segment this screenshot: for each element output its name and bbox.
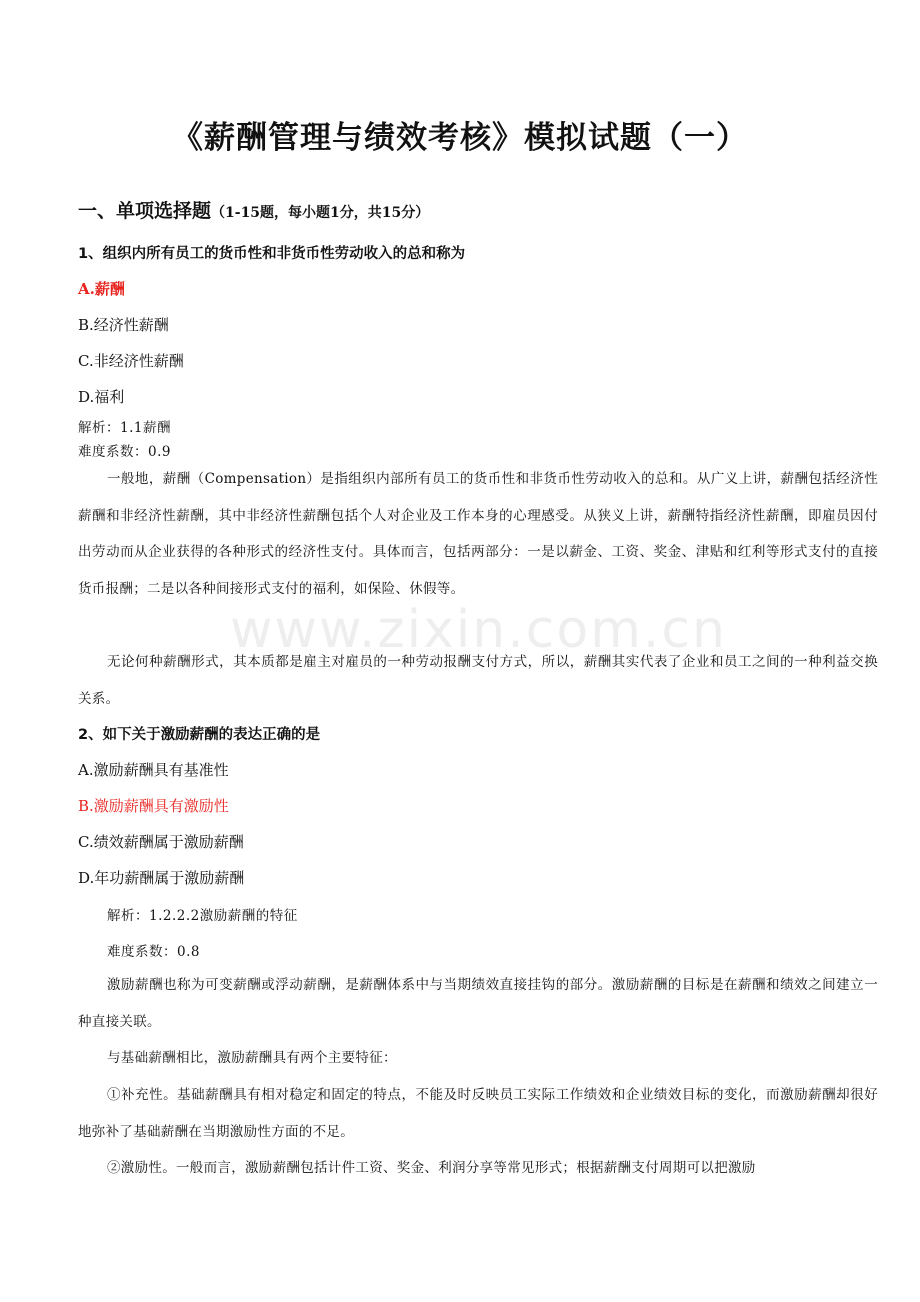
question-2-stem: 2、如下关于激励薪酬的表达正确的是 <box>78 727 321 743</box>
question-2-difficulty: 难度系数：0.8 <box>107 944 200 960</box>
question-1-explanation-para-2: 无论何种薪酬形式，其本质都是雇主对雇员的一种劳动报酬支付方式，所以，薪酬其实代表了企业和员工之间的一种利益交换关系。 <box>78 654 878 707</box>
question-2-explanation-para-1: 激励薪酬也称为可变薪酬或浮动薪酬，是薪酬体系中与当期绩效直接挂钩的部分。激励薪酬的目标是在薪酬和绩效之间建立一种直接关联。 <box>78 977 878 1030</box>
section-heading <box>78 196 429 223</box>
question-2-analysis: 解析：1.2.2.2激励薪酬的特征 <box>107 908 298 924</box>
question-1-option-a: A.薪酬 <box>78 280 125 298</box>
question-1-explanation-para-1: 一般地，薪酬（Compensation）是指组织内部所有员工的货币性和非货币性劳动收入的总和。从广义上讲，薪酬包括经济性薪酬和非经济性薪酬，其中非经济性薪酬包括个人对企业及工作本身的心理感受。从狭义上讲，薪酬特指经济性薪酬，即雇员因付出劳动而从企业获得的各种形式的经济性支付。具体而言，包括两部分：一是以薪金、工资、奖金、津贴和红利等形式支付的直接货币报酬；二是以各种间接形式支付的福利，如保险、休假等。 <box>78 471 878 597</box>
section-note: （1-15题，每小题1分，共15分） <box>211 205 430 221</box>
question-1-difficulty: 难度系数：0.9 <box>78 444 171 460</box>
watermark: www.zixin.com.cn <box>230 600 727 660</box>
question-2-explanation-para-4: ②激励性。一般而言，激励薪酬包括计件工资、奖金、利润分享等常见形式；根据薪酬支付周期可以把激励 <box>107 1160 756 1176</box>
page-title: 《薪酬管理与绩效考核》模拟试题（一） <box>172 120 748 156</box>
question-1-option-d: D.福利 <box>78 388 125 406</box>
question-2-option-b: B.激励薪酬具有激励性 <box>78 797 229 815</box>
question-2-option-d: D.年功薪酬属于激励薪酬 <box>78 869 245 887</box>
section-heading-text: 一、单项选择题 <box>78 200 212 222</box>
question-2-option-a: A.激励薪酬具有基准性 <box>78 761 229 779</box>
question-1-option-c: C.非经济性薪酬 <box>78 352 184 370</box>
question-2-explanation-para-2: 与基础薪酬相比，激励薪酬具有两个主要特征： <box>107 1050 397 1066</box>
question-1-analysis: 解析：1.1薪酬 <box>78 420 171 436</box>
question-2-option-c: C.绩效薪酬属于激励薪酬 <box>78 833 244 851</box>
question-2-explanation-para-3: ①补充性。基础薪酬具有相对稳定和固定的特点，不能及时反映员工实际工作绩效和企业绩效目标的变化，而激励薪酬却很好地弥补了基础薪酬在当期激励性方面的不足。 <box>78 1087 878 1140</box>
question-1-option-b: B.经济性薪酬 <box>78 316 169 334</box>
question-1-stem: 1、组织内所有员工的货币性和非货币性劳动收入的总和称为 <box>78 246 466 262</box>
